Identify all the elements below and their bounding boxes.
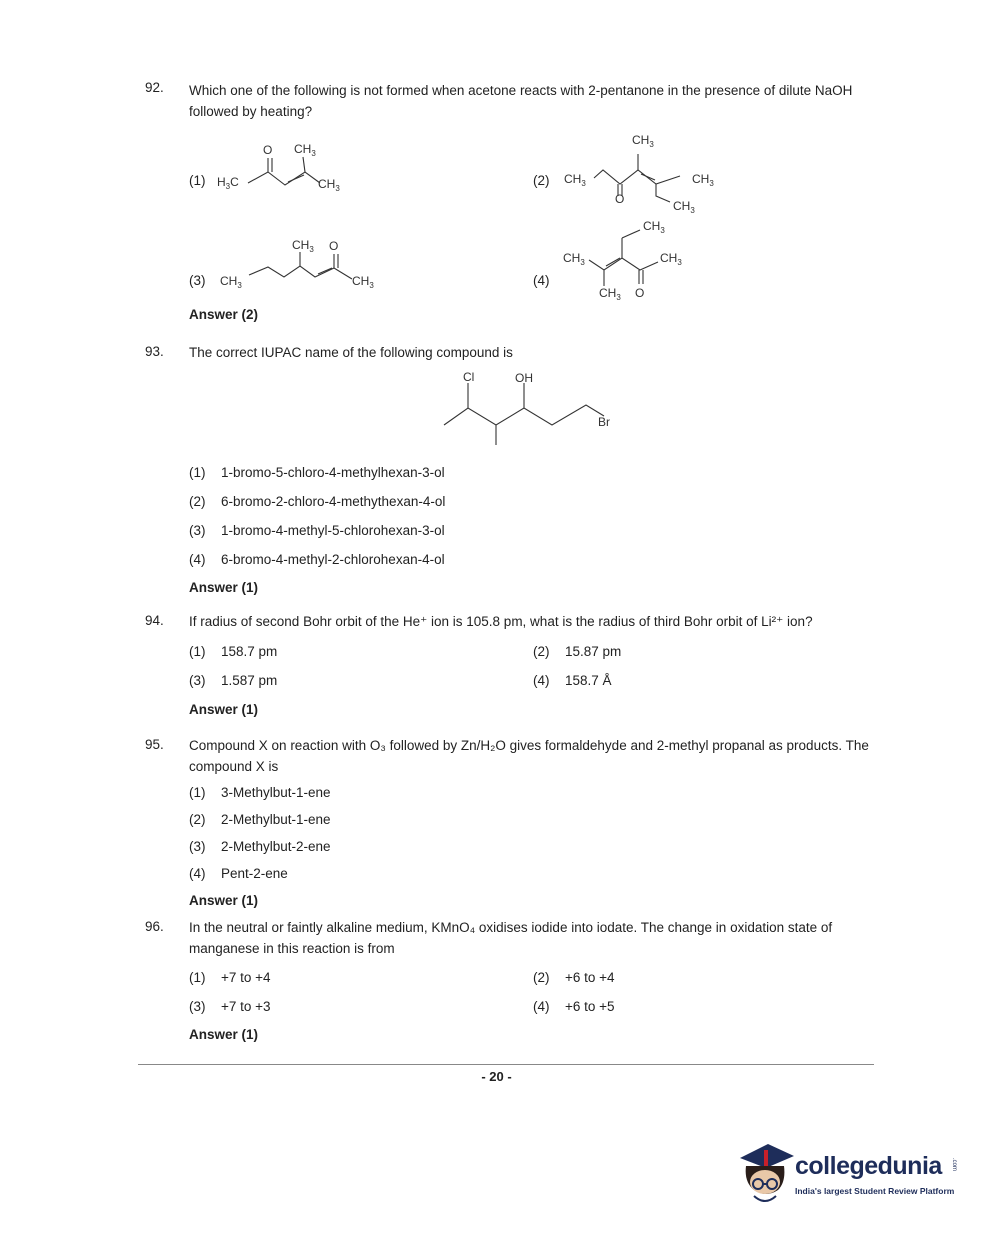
q93-option-4: (4) 6-bromo-4-methyl-2-chlorohexan-4-ol xyxy=(189,552,445,567)
q95-option-2: (2) 2-Methylbut-1-ene xyxy=(189,812,331,827)
q92-structures xyxy=(0,0,993,330)
q93-answer: Answer (1) xyxy=(189,580,259,595)
q92-4-ch3-bottom: $CH_3$ xyxy=(599,286,621,302)
q93-br-label: Br xyxy=(598,415,610,429)
q92-2-ch3-top: $CH_3$ xyxy=(632,133,654,149)
q92-option-2-label: (2) xyxy=(533,173,550,188)
q92-2-ch3-right: $CH_3$ xyxy=(692,172,714,188)
q92-option-3-label: (3) xyxy=(189,273,206,288)
q92-3-ch3-right: $CH_3$ xyxy=(352,274,374,290)
collegedunia-mascot-icon xyxy=(734,1136,796,1206)
q92-1-ch3-right: $CH_3$ xyxy=(318,177,340,193)
q92-2-ch3-lower: $CH_3$ xyxy=(673,199,695,215)
brand-tagline: India's largest Student Review Platform xyxy=(795,1186,955,1196)
q93-option-1: (1) 1-bromo-5-chloro-4-methylhexan-3-ol xyxy=(189,465,445,480)
question-number-94: 94. xyxy=(145,613,164,628)
question-96-text: In the neutral or faintly alkaline medium, KMnO₄ oxidises iodide into iodate. The change in oxidation state of manganese in this reaction is from xyxy=(189,920,833,956)
question-94-text: If radius of second Bohr orbit of the He⁺ ion is 105.8 pm, what is the radius of third Bohr orbit of Li²⁺ ion? xyxy=(189,614,813,629)
q95-option-3: (3) 2-Methylbut-2-ene xyxy=(189,839,331,854)
q92-answer: Answer (2) xyxy=(189,307,259,322)
question-number-95: 95. xyxy=(145,737,164,752)
q94-option-4: (4) 158.7 Å xyxy=(533,673,612,688)
q92-4-ch3-top: $CH_3$ xyxy=(643,219,665,235)
q92-2-ch3-left: $CH_3$ xyxy=(564,172,586,188)
q94-answer: Answer (1) xyxy=(189,702,259,717)
question-number-92: 92. xyxy=(145,80,164,95)
q92-3-ch3-left: $CH_3$ xyxy=(220,274,242,290)
q92-option-1-label: (1) xyxy=(189,173,206,188)
q93-structure xyxy=(430,365,630,445)
question-number-96: 96. xyxy=(145,919,164,934)
q96-option-1: (1) +7 to +4 xyxy=(189,970,271,985)
q92-1-h3c: $H_3C$ xyxy=(217,175,239,191)
q96-answer: Answer (1) xyxy=(189,1027,259,1042)
q92-3-o: O xyxy=(329,239,339,253)
q96-option-2: (2) +6 to +4 xyxy=(533,970,615,985)
q93-cl-label: Cl xyxy=(463,370,475,384)
question-95-text: Compound X on reaction with O₃ followed by Zn/H₂O gives formaldehyde and 2-methyl propanal as products. The compound X is xyxy=(189,738,869,774)
q92-4-ch3-right: $CH_3$ xyxy=(660,251,682,267)
footer-divider xyxy=(138,1064,874,1065)
q92-4-o: O xyxy=(635,286,645,300)
q92-2-o: O xyxy=(615,192,625,206)
q93-oh-label: OH xyxy=(515,371,533,385)
q93-option-2: (2) 6-bromo-2-chloro-4-methythexan-4-ol xyxy=(189,494,446,509)
q96-option-4: (4) +6 to +5 xyxy=(533,999,615,1014)
q96-option-3: (3) +7 to +3 xyxy=(189,999,271,1014)
q93-option-3: (3) 1-bromo-4-methyl-5-chlorohexan-3-ol xyxy=(189,523,445,538)
q94-option-2: (2) 15.87 pm xyxy=(533,644,622,659)
q94-option-1: (1) 158.7 pm xyxy=(189,644,278,659)
brand-suffix: .com xyxy=(951,1158,957,1172)
question-93-text: The correct IUPAC name of the following compound is xyxy=(189,345,513,360)
q95-option-1: (1) 3-Methylbut-1-ene xyxy=(189,785,331,800)
q92-1-ch3-top: $CH_3$ xyxy=(294,142,316,158)
q92-option-4-label: (4) xyxy=(533,273,550,288)
question-92-text: Which one of the following is not formed when acetone reacts with 2-pentanone in the presence of dilute NaOH followed by heating? xyxy=(189,83,853,119)
q92-1-o: O xyxy=(263,143,273,157)
q92-3-ch3-top: $CH_3$ xyxy=(292,238,314,254)
q95-option-4: (4) Pent-2-ene xyxy=(189,866,288,881)
q92-4-ch3-left: $CH_3$ xyxy=(563,251,585,267)
q94-option-3: (3) 1.587 pm xyxy=(189,673,278,688)
brand-name: collegedunia xyxy=(795,1152,942,1180)
q95-answer: Answer (1) xyxy=(189,893,259,908)
question-number-93: 93. xyxy=(145,344,164,359)
page-number: - 20 - xyxy=(481,1069,512,1084)
